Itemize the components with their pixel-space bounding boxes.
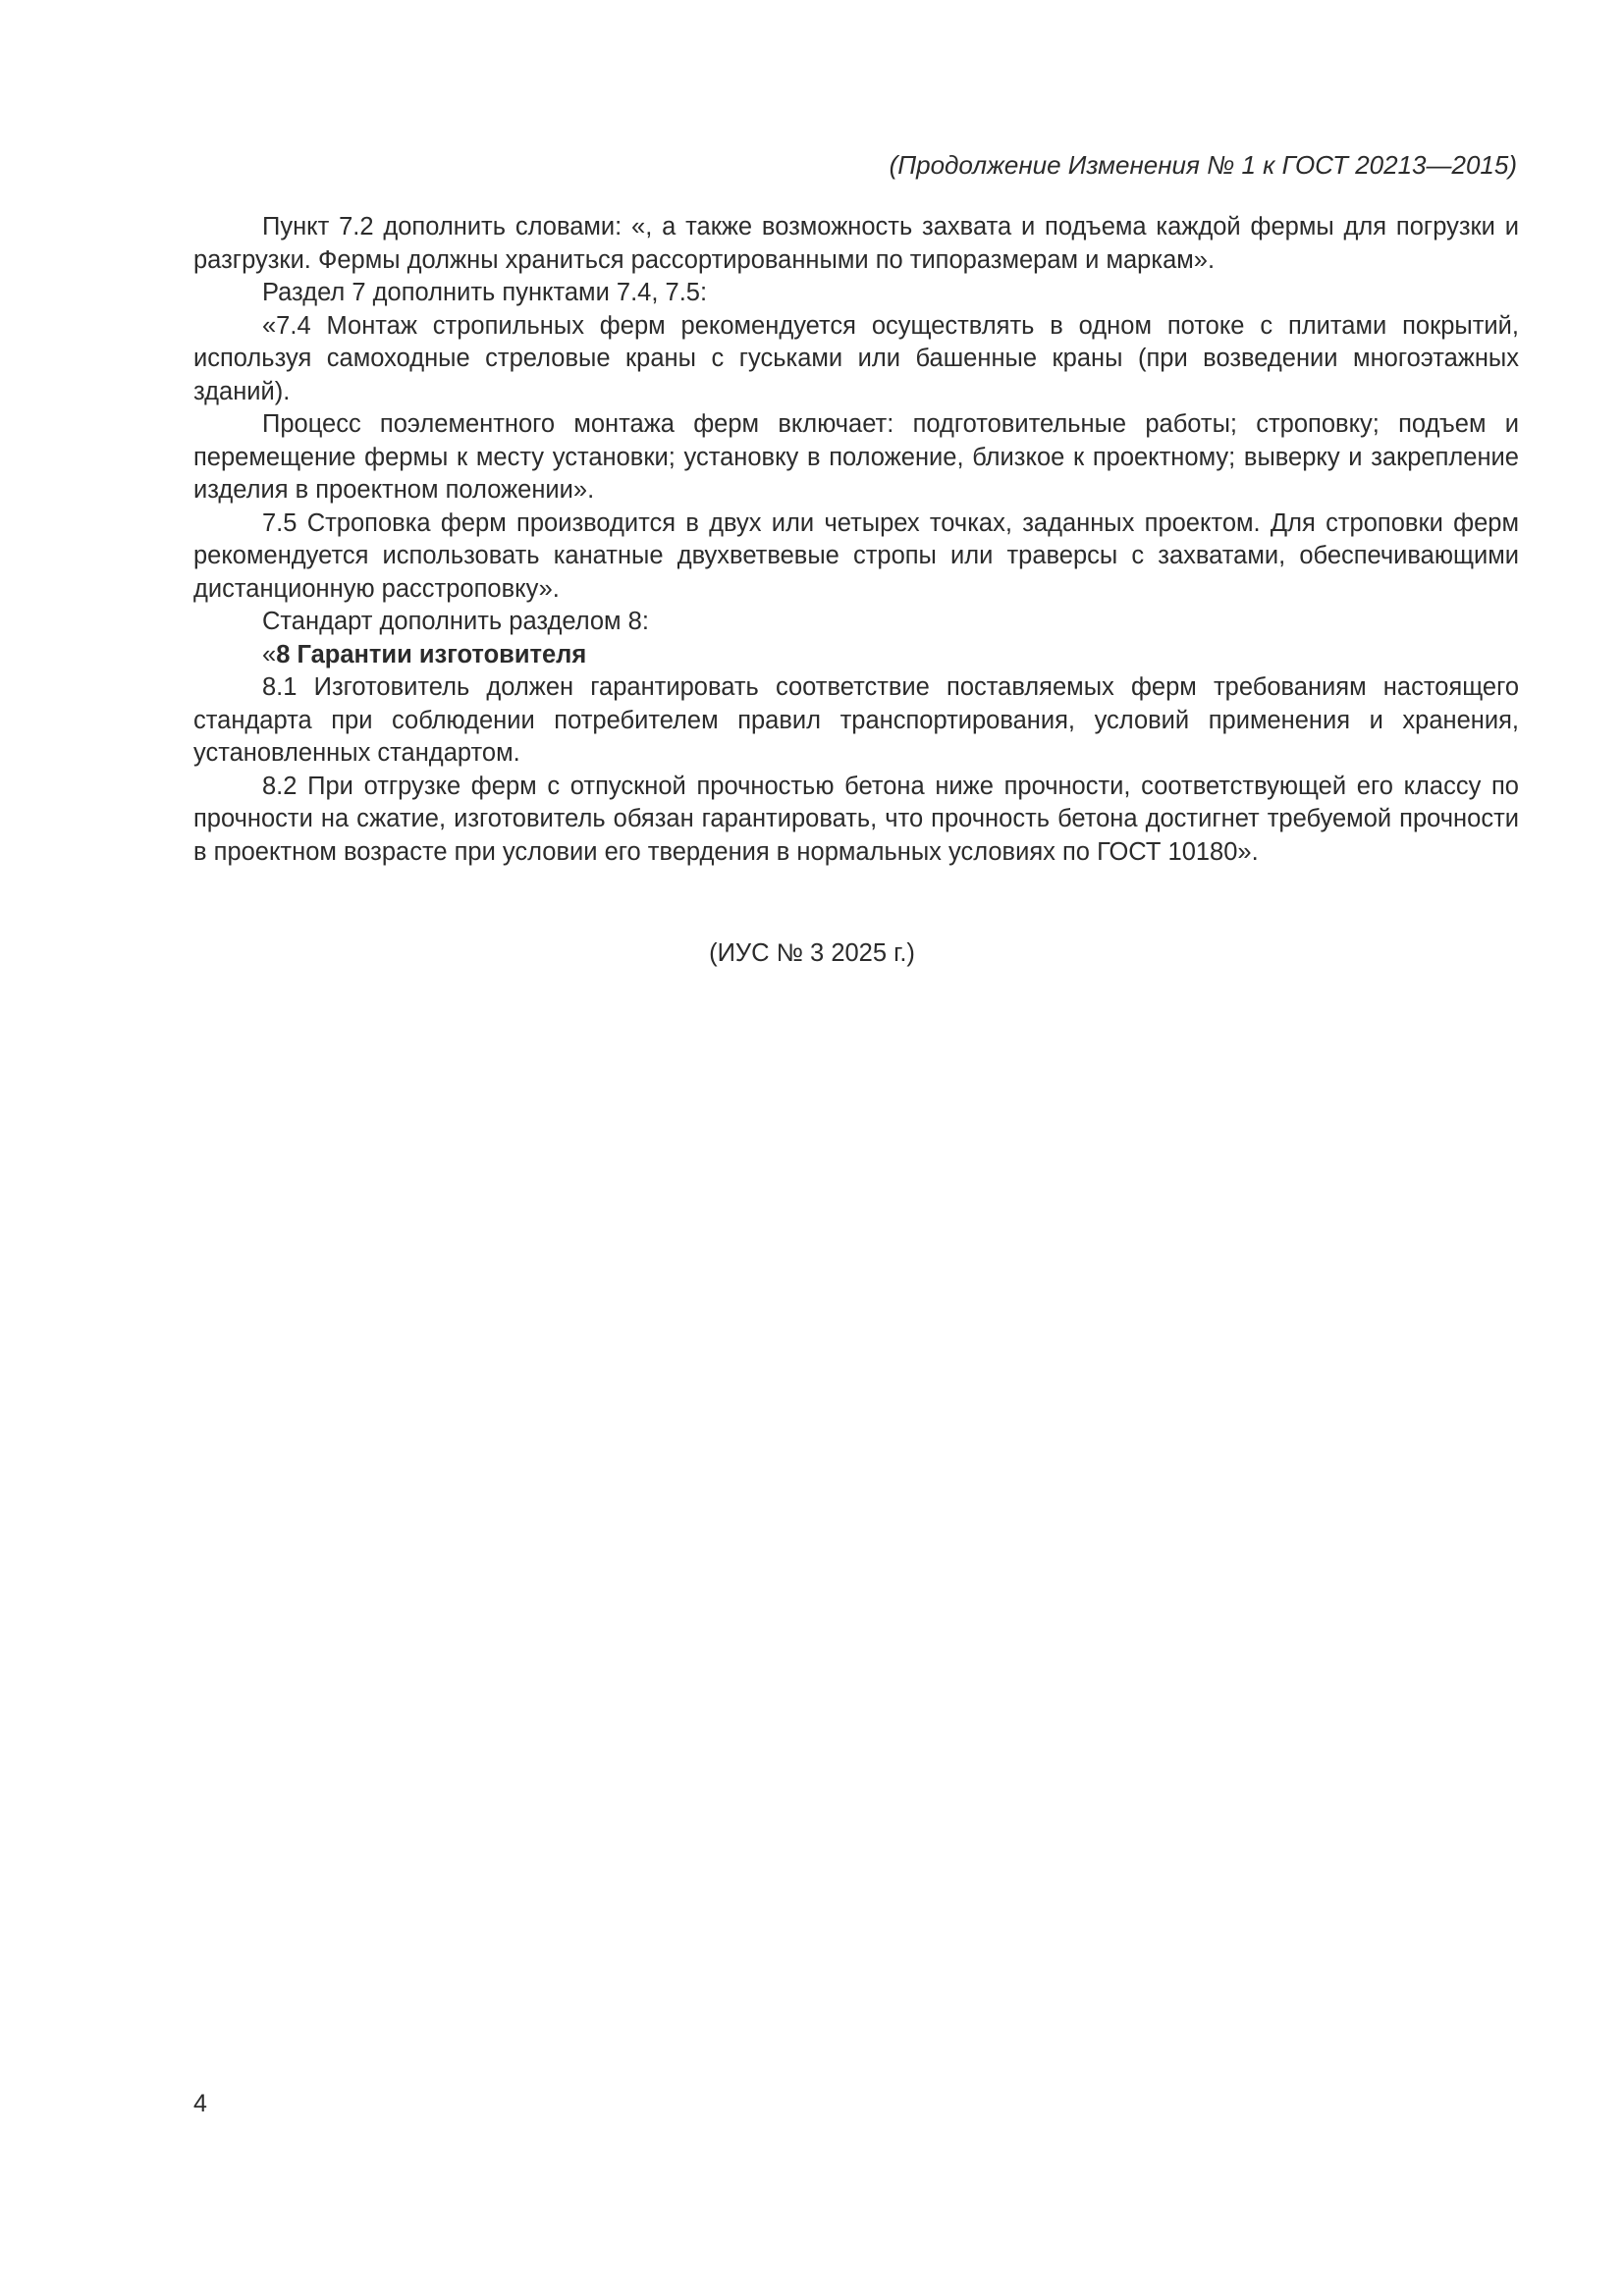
document-continuation-header: (Продолжение Изменения № 1 к ГОСТ 20213—2015) [889, 150, 1517, 180]
ius-reference: (ИУС № 3 2025 г.) [709, 939, 915, 967]
paragraph-section-8-addition: Стандарт дополнить разделом 8: [262, 608, 649, 635]
page-number: 4 [193, 2090, 207, 2117]
paragraph-assembly-process: Процесс поэлементного монтажа ферм включает: подготовительные работы; строповку; подъем и перемещение фермы к месту установки; установку в положение, близкое к проектному; выверку и закрепление изделия в проектном положении». [193, 410, 1519, 504]
paragraph-7-4: «7.4 Монтаж стропильных ферм рекомендуется осуществлять в одном потоке с плитами покрытий, используя самоходные стреловые краны с гуськами или башенные краны (при возведении многоэтажных зданий). [193, 311, 1519, 405]
section-8-title: 8 Гарантии изготовителя [276, 640, 587, 668]
section-8-heading [193, 639, 1519, 672]
section-8-open-quote: « [262, 640, 277, 668]
paragraph-item-7-2: Пункт 7.2 дополнить словами: «, а также возможность захвата и подъема каждой фермы для погрузки и разгрузки. Фермы должны храниться рассортированными по типоразмерам и маркам». [193, 213, 1519, 274]
document-body [193, 211, 1519, 869]
paragraph-8-2: 8.2 При отгрузке ферм с отпускной прочностью бетона ниже прочности, соответствующей его классу по прочности на сжатие, изготовитель обязан гарантировать, что прочность бетона достигнет требуемой прочности в проектном возрасте при условии его твердения в нормальных условиях по ГОСТ 10180». [193, 772, 1519, 866]
paragraph-7-5: 7.5 Строповка ферм производится в двух или четырех точках, заданных проектом. Для строповки ферм рекомендуется использовать канатные двухветвевые стропы или траверсы с захватами, обеспечивающими дистанционную расстроповку». [193, 508, 1519, 603]
paragraph-section-7-addition: Раздел 7 дополнить пунктами 7.4, 7.5: [262, 279, 708, 306]
paragraph-8-1: 8.1 Изготовитель должен гарантировать соответствие поставляемых ферм требованиям настоящего стандарта при соблюдении потребителем правил транспортирования, условий применения и хранения, установленных стандартом. [193, 673, 1519, 767]
